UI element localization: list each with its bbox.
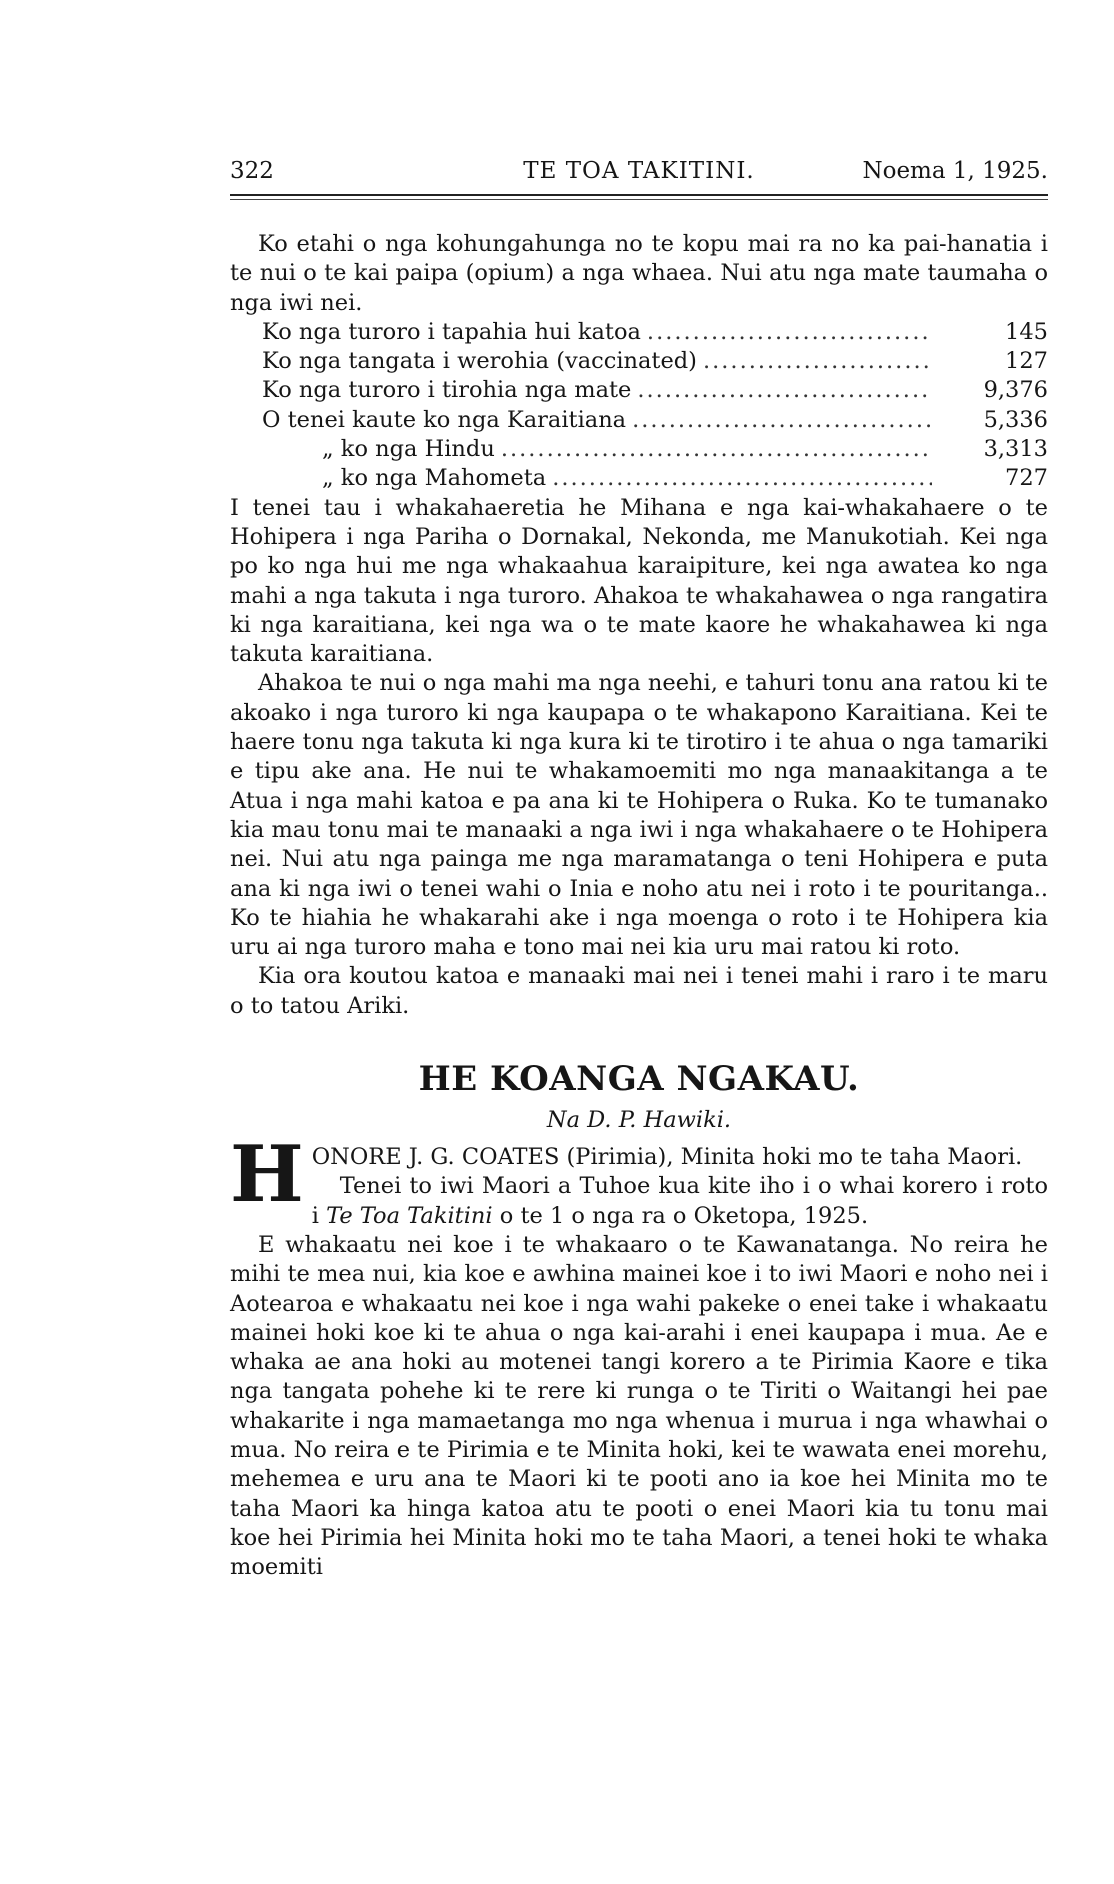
stat-value: 5,336	[983, 406, 1048, 433]
stat-label: „ ko nga Mahometa	[322, 465, 547, 492]
stat-value: 9,376	[983, 377, 1048, 404]
section-title: HE KOANGA NGAKAU.	[418, 1059, 860, 1100]
issue-date: Noema 1, 1925.	[862, 158, 1048, 184]
hospital-paragraph: Ahakoa te nui o nga mahi ma nga neehi, e tahuri tonu ana ratou ki te akoako i nga turoro ki nga kaupapa o te whakapono Karaitiana. Kei te haere tonu nga takuta ki nga kura ki te tirotiro i te ahua o nga tamariki e tipu ake ana. He nui te whakamoemiti mo nga manaakitanga a te Atua i nga mahi katoa e pa ana ki te Hohipera o Ruka. Ko te tumanako kia mau tonu mai te manaaki a nga iwi i nga whakahaere o te Hohipera nei. Nui atu nga painga me nga maramatanga o teni Hohipera e puta ana ki nga iwi o tenei wahi o Inia e noho atu nei i roto i te pouritanga.. Ko te hiahia he whakarahi ake i nga moenga o roto i te Hohipera kia uru ai nga turoro maha e tono mai nei kia uru mai ratou ki roto.	[230, 670, 1048, 961]
stat-label: O tenei kaute ko nga Karaitiana	[262, 406, 627, 433]
stat-row	[230, 406, 1048, 435]
leader-dots	[552, 464, 932, 493]
stat-value: 127	[1005, 348, 1048, 375]
leader-dots	[647, 318, 932, 347]
closing-paragraph: Kia ora koutou katoa e manaaki mai nei i tenei mahi i raro i te maru o to tatou Ariki.	[230, 963, 1048, 1019]
page	[230, 150, 1048, 1581]
stat-value: 145	[1005, 318, 1048, 345]
statistics-list	[230, 318, 1048, 494]
header-rule	[230, 194, 1048, 196]
response-text-start: Tenei to iwi Maori a Tuhoe kua kite iho i o whai korero i roto i	[311, 1173, 1048, 1229]
leader-dots	[637, 376, 932, 405]
stat-row	[230, 376, 1048, 405]
journal-title: TE TOA TAKITINI.	[523, 158, 755, 184]
stat-label: „ ko nga Hindu	[322, 436, 495, 463]
stat-value: 727	[1005, 465, 1048, 492]
response-text-end: o te 1 o nga ra o Oketopa, 1925.	[492, 1202, 869, 1229]
leader-dots	[501, 435, 932, 464]
stat-label: Ko nga tangata i werohia (vaccinated)	[262, 348, 697, 375]
byline: Na D. P. Hawiki.	[546, 1107, 732, 1134]
response-paragraph	[230, 1172, 1048, 1231]
stat-label: Ko nga turoro i tapahia hui katoa	[262, 318, 641, 345]
mission-paragraph: I tenei tau i whakahaeretia he Mihana e nga kai-whakahaere o te Hohipera i nga Pariha o Dornakal, Nekonda, me Manukotiah. Kei nga po ko nga hui me nga whakaahua karaipiture, kei nga awatea ko nga mahi a nga takuta i nga turoro. Ahakoa te whakahawea o nga rangatira ki nga karaitiana, kei nga wa o te mate kaore he whakahawea ki nga takuta karaitiana.	[230, 494, 1048, 668]
stat-row	[230, 464, 1048, 493]
stat-value: 3,313	[983, 436, 1048, 463]
publication-name: Te Toa Takitini	[326, 1202, 493, 1229]
header-rule-thin	[230, 199, 1048, 200]
intro-paragraph: Ko etahi o nga kohungahunga no te kopu mai ra no ka pai-hanatia i te nui o te kai paipa (opium) a nga whaea. Nui atu nga mate taumaha o nga iwi nei.	[230, 231, 1048, 316]
stat-row	[230, 435, 1048, 464]
stat-row	[230, 318, 1048, 347]
page-number: 322	[230, 158, 274, 184]
government-paragraph: E whakaatu nei koe i te whakaaro o te Kawanatanga. No reira he mihi te mea nui, kia koe e awhina mainei koe i to iwi Maori e noho nei i Aotearoa e whakaatu nei koe i nga wahi pakeke o enei take i whakaatu mainei hoki koe ki te ahua o nga kai-arahi i enei kaupapa i mua. Ae e whaka ae ana hoki au motenei tangi korero a te Pirimia Kaore e tika nga tangata pohehe ki te rere ki runga o te Tiriti o Waitangi hei pae whakarite i nga mamaetanga mo nga whenua i murua i nga whawhai o mua. No reira e te Pirimia e te Minita hoki, kei te wawata enei morehu, mehemea e uru ana te Maori ki te pooti ano ia koe hei Minita mo te taha Maori ka hinga katoa atu te pooti o enei Maori kia tu tonu mai koe hei Pirimia hei Minita hoki mo te taha Maori, a tenei hoki te whaka moemiti	[230, 1231, 1048, 1581]
salutation-text: ONORE J. G. COATES (Pirimia), Minita hoki mo te taha Maori.	[311, 1144, 1023, 1171]
running-header	[230, 150, 1048, 190]
stat-row	[230, 347, 1048, 376]
article-body	[230, 230, 1048, 1582]
leader-dots	[632, 406, 932, 435]
leader-dots	[703, 347, 932, 376]
drop-cap: H	[230, 1129, 304, 1221]
stat-label: Ko nga turoro i tirohia nga mate	[262, 377, 632, 404]
